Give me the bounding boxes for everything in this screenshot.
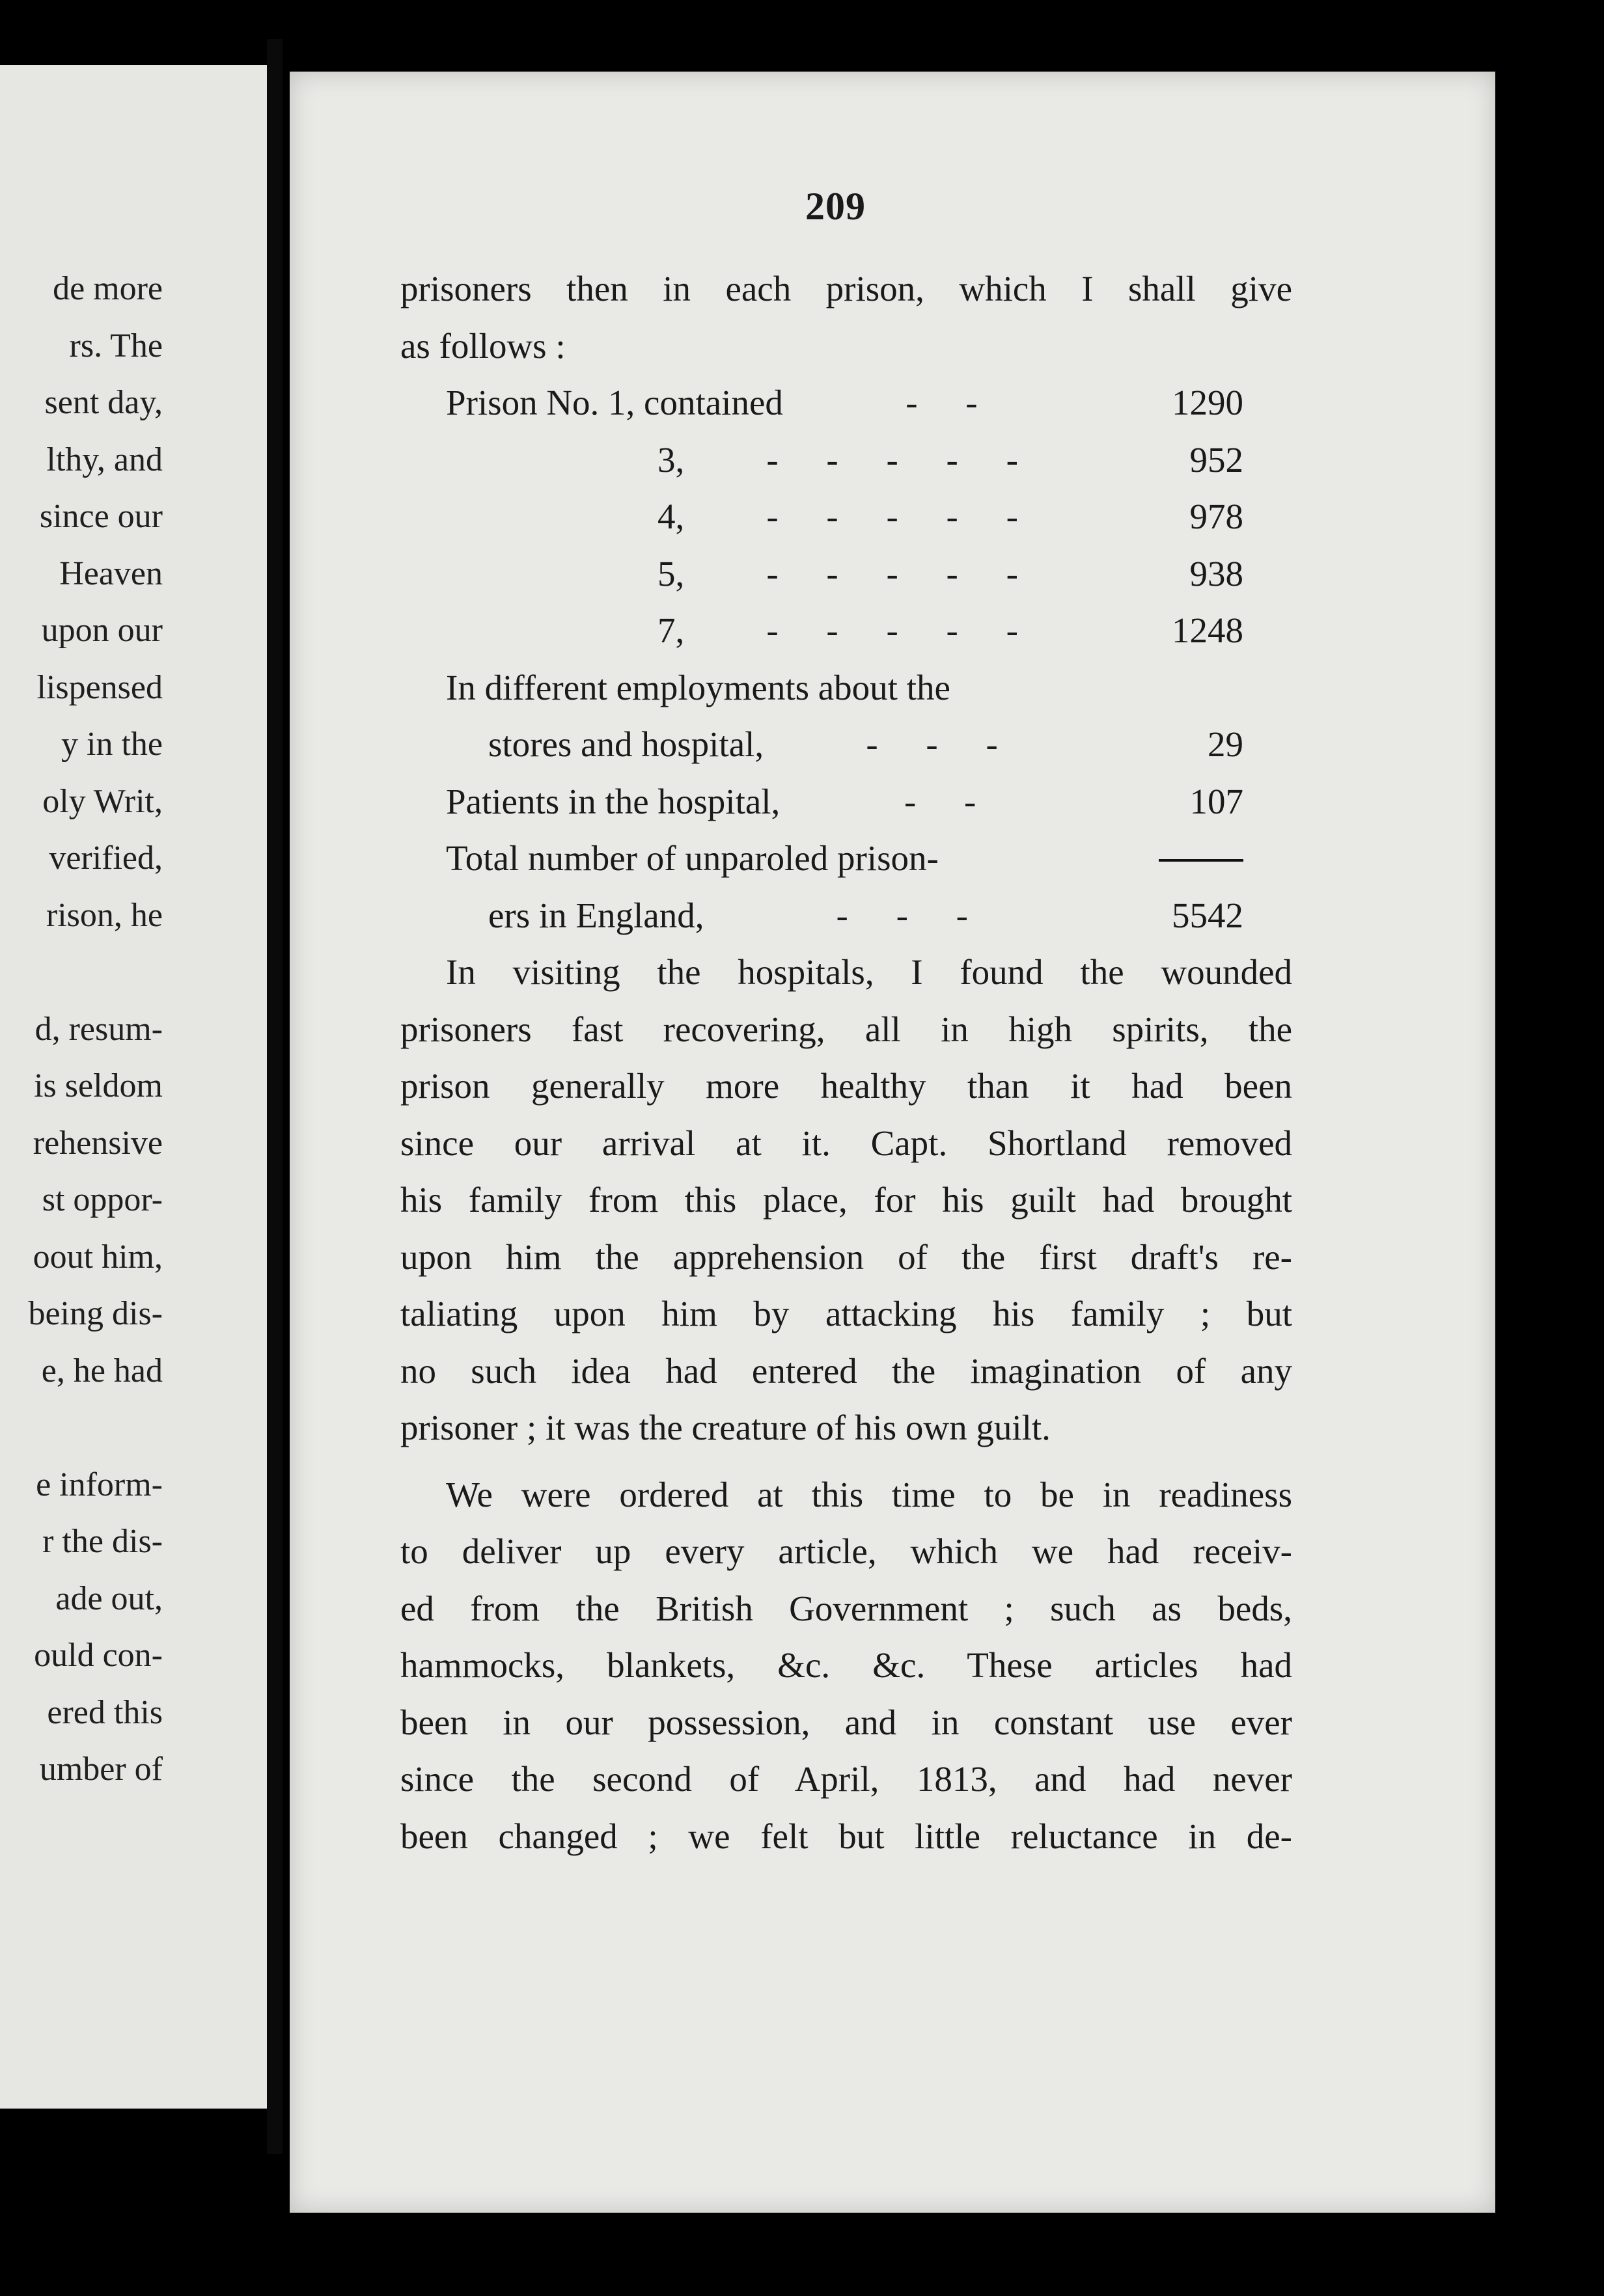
left-line: e inform- — [36, 1466, 163, 1503]
left-line — [0, 1399, 163, 1456]
left-line: verified, — [49, 840, 163, 877]
row-value: 1290 — [1172, 383, 1243, 422]
left-line: st oppor- — [42, 1181, 163, 1218]
text-line: to deliver up every article, which we had receiv- — [400, 1531, 1292, 1571]
text-line: hammocks, blankets, &c. &c. These articles had — [400, 1645, 1292, 1685]
row-leader: - - - - - — [766, 439, 1038, 480]
text-line: upon him the apprehension of the first draft's re- — [400, 1237, 1292, 1277]
row-value: 938 — [1189, 553, 1243, 594]
text-line: been in our possession, and in constant use ever — [400, 1702, 1292, 1742]
left-line: umber of — [39, 1751, 163, 1788]
text-line: since the second of April, 1813, and had never — [400, 1759, 1292, 1799]
left-line: r the dis- — [42, 1523, 163, 1560]
row-leader: - - - - - — [766, 553, 1038, 594]
table-row — [400, 602, 1292, 659]
text-line: In visiting the hospitals, I found the wounded — [446, 952, 1292, 992]
row-value: 29 — [1208, 724, 1243, 764]
row-value: 978 — [1189, 497, 1243, 536]
table-row — [400, 374, 1292, 431]
left-line: d, resum- — [35, 1010, 163, 1048]
left-line: rehensive — [33, 1124, 163, 1162]
left-line: de more — [53, 270, 163, 307]
table-row — [400, 545, 1292, 603]
left-line: sent day, — [44, 384, 163, 421]
table-row — [400, 488, 1292, 545]
text-line: We were ordered at this time to be in readiness — [446, 1474, 1292, 1514]
left-line: is seldom — [34, 1067, 163, 1104]
row-leader: - - — [904, 781, 996, 821]
text-line: prison generally more healthy than it had been — [400, 1066, 1292, 1106]
row-leader: - - - - - — [766, 610, 1038, 650]
row-label: 4, — [657, 497, 685, 536]
left-line: lthy, and — [46, 441, 163, 478]
row-leader: - - - — [836, 895, 988, 935]
sum-rule — [1159, 859, 1243, 862]
left-page-text — [0, 260, 163, 1798]
total-label — [400, 830, 1292, 887]
table-row — [400, 773, 1292, 830]
text-line: since our arrival at it. Capt. Shortland removed — [400, 1123, 1292, 1163]
intro-line: prisoners then in each prison, which I shall give — [400, 269, 1292, 308]
left-line: ade out, — [55, 1579, 163, 1617]
table-row — [400, 716, 1292, 773]
left-line: oout him, — [33, 1238, 163, 1276]
text-line: no such idea had entered the imagination of any — [400, 1350, 1292, 1391]
row-value: 5542 — [1172, 895, 1243, 935]
row-label: ers in England, — [488, 895, 704, 935]
text-line: been changed ; we felt but little reluctance in de- — [400, 1816, 1292, 1856]
row-leader: - - — [906, 383, 997, 422]
row-value: 1248 — [1172, 610, 1243, 650]
left-line: since our — [39, 498, 163, 535]
left-line: ould con- — [34, 1637, 163, 1674]
left-page — [0, 65, 277, 2109]
left-line: upon our — [41, 612, 163, 649]
text-line: prisoners fast recovering, all in high spirits, the — [400, 1009, 1292, 1049]
left-line: being dis- — [28, 1295, 163, 1332]
text-line: his family from this place, for his guilt had brought — [400, 1180, 1292, 1220]
left-line: rison, he — [46, 896, 163, 934]
row-value: 107 — [1189, 781, 1243, 821]
table-row — [400, 431, 1292, 489]
text-line: ed from the British Government ; such as beds, — [400, 1588, 1292, 1628]
row-label: Prison No. 1, contained — [446, 383, 783, 422]
book-gutter — [267, 39, 283, 2154]
table-row — [400, 887, 1292, 944]
left-line: Heaven — [59, 554, 163, 592]
paragraph — [400, 1466, 1292, 1865]
page-number: 209 — [805, 185, 866, 228]
left-line: oly Writ, — [42, 782, 163, 820]
text-line: prisoner ; it was the creature of his own guilt. — [400, 1408, 1051, 1447]
paragraph — [400, 944, 1292, 1456]
row-label: 3, — [657, 439, 685, 480]
text-line: taliating upon him by attacking his family ; but — [400, 1294, 1292, 1333]
row-leader: - - - — [866, 724, 1017, 764]
total-label-text: Total number of unparoled prison- — [446, 838, 939, 878]
left-line: y in the — [61, 726, 163, 763]
employments-label: In different employments about the — [446, 667, 950, 707]
row-label: Patients in the hospital, — [446, 781, 781, 821]
prison-table — [400, 374, 1292, 944]
left-line — [0, 944, 163, 1001]
left-line: e, he had — [41, 1352, 163, 1389]
left-line: ered this — [47, 1693, 163, 1731]
page-text — [400, 260, 1292, 1865]
left-line: rs. The — [69, 327, 163, 364]
row-label: stores and hospital, — [488, 724, 764, 764]
row-value: 952 — [1189, 439, 1243, 480]
left-line: lispensed — [36, 668, 163, 706]
row-leader: - - - - - — [766, 497, 1038, 536]
intro-line: as follows : — [400, 325, 566, 366]
right-page — [290, 72, 1495, 2213]
row-label: 7, — [657, 610, 685, 650]
row-label: 5, — [657, 553, 685, 594]
